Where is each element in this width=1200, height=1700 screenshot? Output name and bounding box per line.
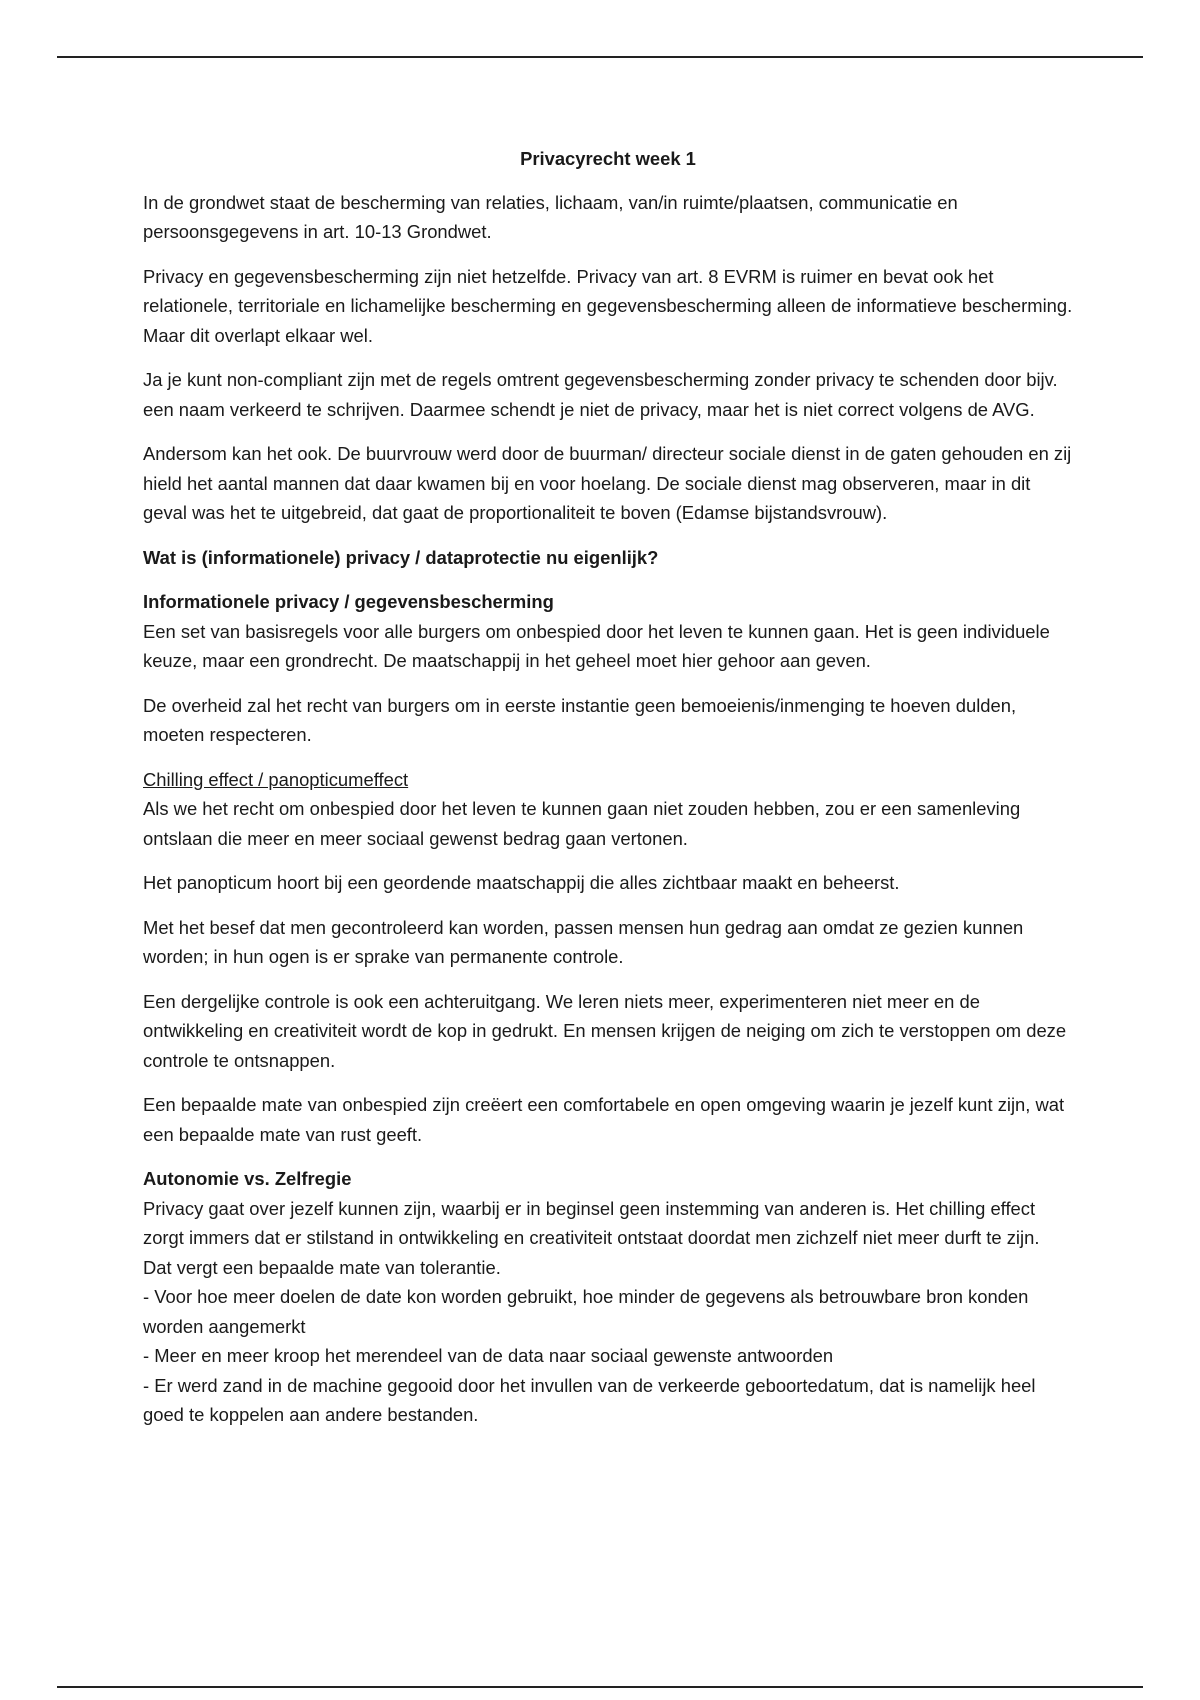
paragraph-onbespied: Als we het recht om onbespied door het leven te kunnen gaan niet zouden hebben, zou er een samenleving ontslaan die meer en meer sociaal gewenst bedrag gaan vertonen. (143, 798, 1021, 849)
section-autonomie (143, 1164, 1073, 1430)
chilling-effect-heading: Chilling effect / panopticumeffect (143, 768, 409, 790)
section-informationele-privacy (143, 587, 1073, 676)
informationele-privacy-heading: Informationele privacy / gegevensbescherming (143, 591, 554, 612)
paragraph-achteruitgang: Een dergelijke controle is ook een achteruitgang. We leren niets meer, experimenteren niet meer en de ontwikkeling en creativiteit wordt de kop in gedrukt. En mensen krijgen de neiging om zich te verstoppen om deze controle te ontsnappen. (143, 990, 1067, 1071)
paragraph-overheid: De overheid zal het recht van burgers om in eerste instantie geen bemoeienis/inmenging te hoeven dulden, moeten respecteren. (143, 694, 1017, 745)
bullet-item: - Meer en meer kroop het merendeel van de data naar sociaal gewenste antwoorden (143, 1345, 834, 1366)
bullet-item: - Er werd zand in de machine gegooid door het invullen van de verkeerde geboortedatum, dat is namelijk heel goed te koppelen aan andere bestanden. (143, 1374, 1036, 1425)
section-chilling-effect (143, 765, 1073, 854)
footer-rule (57, 1686, 1143, 1688)
paragraph-comfortabele-omgeving: Een bepaalde mate van onbespied zijn creëert een comfortabele en open omgeving waarin je jezelf kunt zijn, wat een bepaalde mate van rust geeft. (143, 1094, 1065, 1145)
autonomie-heading: Autonomie vs. Zelfregie (143, 1168, 352, 1189)
document-title: Privacyrecht week 1 (520, 148, 696, 169)
question-heading: Wat is (informationele) privacy / dataprotectie nu eigenlijk? (143, 546, 659, 568)
paragraph-non-compliant: Ja je kunt non-compliant zijn met de regels omtrent gegevensbescherming zonder privacy te schenden door bijv. een naam verkeerd te schrijven. Daarmee schendt je niet de privacy, maar het is niet correct volgens de AVG. (143, 369, 1058, 420)
paragraph-privacy-vs-gegevensbescherming: Privacy en gegevensbescherming zijn niet hetzelfde. Privacy van art. 8 EVRM is ruimer en bevat ook het relationele, territoriale en lichamelijke bescherming en gegevensbescherming alleen de informatieve bescherming. Maar dit overlapt elkaar wel. (143, 265, 1073, 346)
paragraph-basisregels: Een set van basisregels voor alle burgers om onbespied door het leven te kunnen gaan. Het is geen individuele keuze, maar een grondrecht. De maatschappij in het geheel moet hier gehoor aan geven. (143, 620, 1050, 671)
header-rule (57, 56, 1143, 58)
paragraph-grondwet: In de grondwet staat de bescherming van relaties, lichaam, van/in ruimte/plaatsen, communicatie en persoonsgegevens in art. 10-13 Grondwet. (143, 191, 958, 242)
paragraph-panopticum: Het panopticum hoort bij een geordende maatschappij die alles zichtbaar maakt en beheerst. (143, 872, 900, 893)
bullet-item: - Voor hoe meer doelen de date kon worden gebruikt, hoe minder de gegevens als betrouwbare bron konden worden aangemerkt (143, 1286, 1029, 1337)
paragraph-andersom: Andersom kan het ook. De buurvrouw werd door de buurman/ directeur sociale dienst in de gaten gehouden en zij hield het aantal mannen dat daar kwamen bij en voor hoelang. De sociale dienst mag observeren, maar in dit geval was het te uitgebreid, dat gaat de proportionaliteit te boven (Edamse bijstandsvrouw). (143, 443, 1072, 523)
paragraph-jezelf-zijn: Privacy gaat over jezelf kunnen zijn, waarbij er in beginsel geen instemming van anderen is. Het chilling effect zorgt immers dat er stilstand in ontwikkeling en creativiteit ontstaat doordat men zichzelf niet meer durft te zijn. Dat vergt een bepaalde mate van tolerantie. (143, 1197, 1040, 1278)
paragraph-besef: Met het besef dat men gecontroleerd kan worden, passen mensen hun gedrag aan omdat ze gezien kunnen worden; in hun ogen is er sprake van permanente controle. (143, 916, 1024, 967)
document-body (143, 144, 1073, 1445)
